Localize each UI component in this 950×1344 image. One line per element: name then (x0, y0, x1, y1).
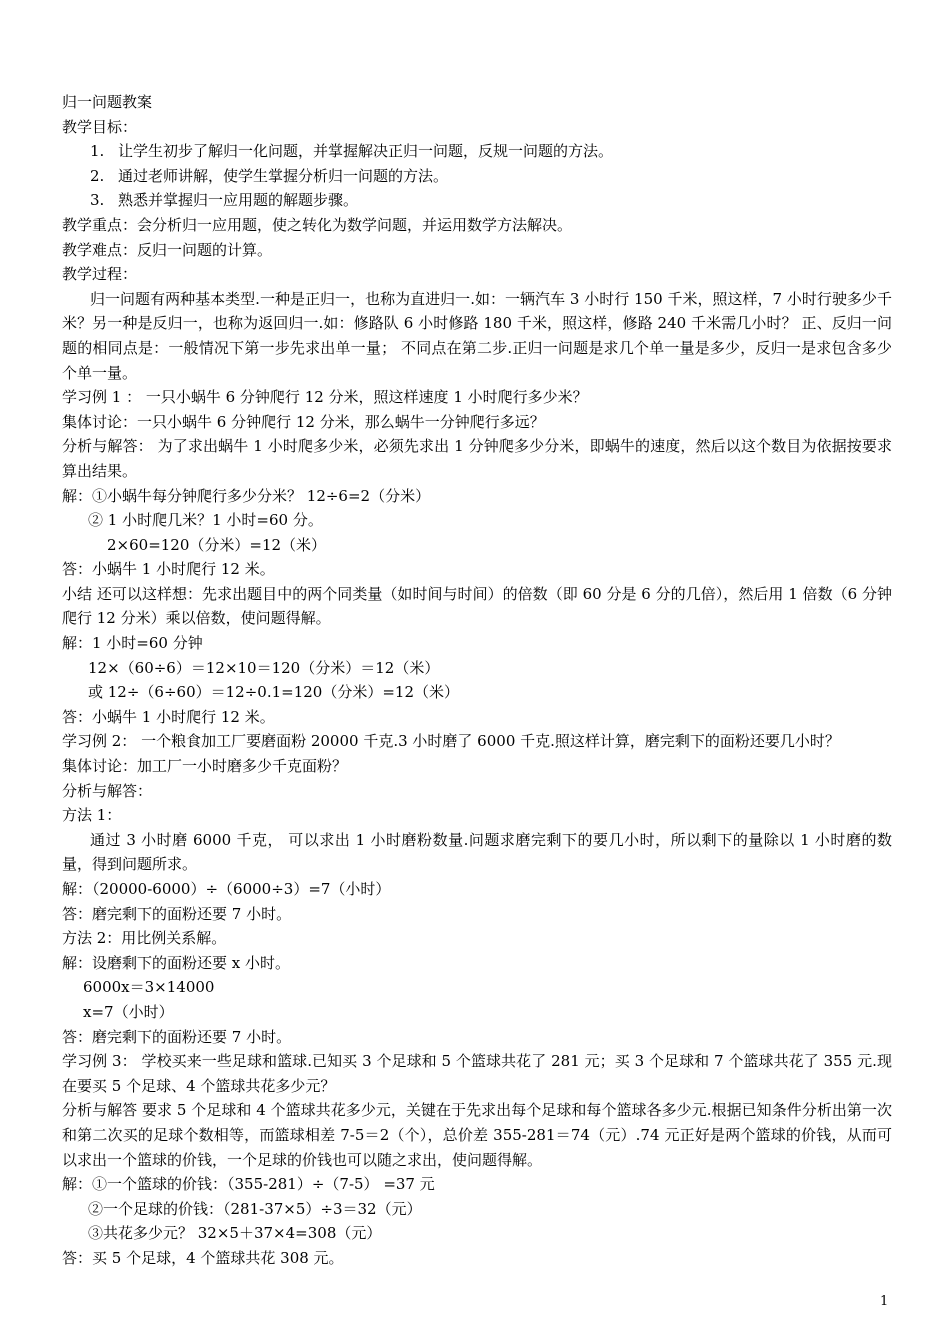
section-heading-objectives: 教学目标： (62, 117, 138, 136)
intro-paragraph: 归一问题有两种基本类型.一种是正归一，也称为直进归一.如：一辆汽车 3 小时行 150 千米，照这样，7 小时行驶多少千米？另一种是反归一，也称为返回归一.如：修路队 6 小时修路 180 千米，照这样，修路 240 千米需几小时？ 正、反归一问题的相同点是：一般情况下第一步先求出单一量； 不同点在第二步.正归一问题是求几个单一量是多少，反归一是求包含多少个单一量。 (62, 289, 892, 382)
example-1-heading: 学习例 1 ： 一只小蜗牛 6 分钟爬行 12 分米，照这样速度 1 小时爬行多少米？ (62, 388, 588, 407)
solution-line: 解：（20000-6000）÷（6000÷3）=7（小时） (62, 880, 391, 898)
objective-text: 通过老师讲解，使学生掌握分析归一问题的方法。 (118, 166, 449, 185)
solution-line: 解：①一个篮球的价钱：（355-281）÷（7-5） =37 元 (62, 1175, 435, 1194)
summary-paragraph: 小结 还可以这样想：先求出题目中的两个同类量（如时间与时间）的倍数（即 60 分是 6 分的几倍），然后用 1 倍数（6 分钟爬行 12 分米）乘以倍数，使问题得解。 (62, 584, 892, 628)
example-3-heading: 学习例 3： 学校买来一些足球和篮球.已知买 3 个足球和 5 个篮球共花了 281 元；买 3 个足球和 7 个篮球共花了 355 元.现在要买 5 个足球、4 个篮球共花多少元？ (62, 1052, 892, 1095)
analysis-paragraph: 分析与解答 要求 5 个足球和 4 个篮球共花多少元，关键在于先求出每个足球和每个篮球各多少元.根据已知条件分析出第一次和第二次买的足球个数相等，而篮球相差 7-5＝2（个），总价差 355-281＝74（元）.74 元正好是两个篮球的价钱，从而可以求出一个篮球的价钱，一个足球的价钱也可以随之求出，使问题得解。 (62, 1101, 892, 1169)
objective-item (62, 164, 892, 189)
solution-line: 解：①小蜗牛每分钟爬行多少分米？ 12÷6=2（分米） (62, 486, 431, 505)
solution-line: ③共花多少元？ 32×5＋37×4=308（元） (88, 1224, 382, 1243)
list-number: 2. (90, 166, 105, 185)
example-2-heading: 学习例 2： 一个粮食加工厂要磨面粉 20000 千克.3 小时磨了 6000 千克.照这样计算，磨完剩下的面粉还要几小时？ (62, 732, 840, 751)
objective-text: 让学生初步了解归一化问题，并掌握解决正归一问题，反规一问题的方法。 (118, 142, 614, 161)
answer-line: 答：磨完剩下的面粉还要 7 小时。 (62, 1027, 292, 1046)
document-title: 归一问题教案 (62, 93, 153, 111)
method-1-paragraph: 通过 3 小时磨 6000 千克， 可以求出 1 小时磨粉数量.问题求磨完剩下的要几小时，所以剩下的量除以 1 小时磨的数量，得到问题所求。 (62, 830, 892, 874)
solution-line: x=7（小时） (83, 1002, 174, 1021)
method-heading: 方法 2：用比例关系解。 (62, 929, 227, 948)
section-heading-process: 教学过程： (62, 265, 138, 284)
group-discussion: 集体讨论：一只小蜗牛 6 分钟爬行 12 分米，那么蜗牛一分钟爬行多远？ (62, 412, 545, 431)
solution-line: 2×60=120（分米）=12（米） (107, 535, 327, 554)
list-number: 3. (90, 191, 105, 210)
analysis-paragraph: 分析与解答： 为了求出蜗牛 1 小时爬多少米，必须先求出 1 分钟爬多少分米，即蜗牛的速度，然后以这个数目为依据按要求算出结果。 (62, 437, 892, 480)
answer-line: 答：买 5 个足球，4 个篮球共花 308 元。 (62, 1248, 344, 1267)
group-discussion: 集体讨论：加工厂一小时磨多少千克面粉？ (62, 757, 348, 776)
solution-line: ②一个足球的价钱：（281-37×5）÷3＝32（元） (88, 1199, 422, 1218)
document-body (62, 90, 892, 1271)
objective-item (62, 139, 892, 164)
page-number: 1 (880, 1294, 889, 1309)
objective-text: 熟悉并掌握归一应用题的解题步骤。 (118, 191, 359, 210)
solution-line: 6000x＝3×14000 (83, 978, 215, 997)
solution-line: 12×（60÷6）＝12×10＝120（分米）＝12（米） (88, 658, 440, 677)
analysis-heading: 分析与解答： (62, 781, 153, 800)
list-number: 1. (90, 142, 105, 161)
solution-line: 解：1 小时=60 分钟 (62, 634, 203, 653)
answer-line: 答：磨完剩下的面粉还要 7 小时。 (62, 904, 292, 923)
solution-line: ② 1 小时爬几米？1 小时=60 分。 (88, 511, 323, 530)
solution-line: 解：设磨剩下的面粉还要 x 小时。 (62, 953, 290, 972)
objective-item (62, 188, 892, 213)
solution-line: 或 12÷（6÷60）＝12÷0.1=120（分米）=12（米） (88, 683, 459, 702)
difficult-point: 教学难点：反归一问题的计算。 (62, 240, 273, 259)
answer-line: 答：小蜗牛 1 小时爬行 12 米。 (62, 707, 275, 726)
answer-line: 答：小蜗牛 1 小时爬行 12 米。 (62, 560, 275, 579)
method-heading: 方法 1： (62, 806, 122, 825)
key-point: 教学重点：会分析归一应用题，使之转化为数学问题，并运用数学方法解决。 (62, 215, 573, 234)
